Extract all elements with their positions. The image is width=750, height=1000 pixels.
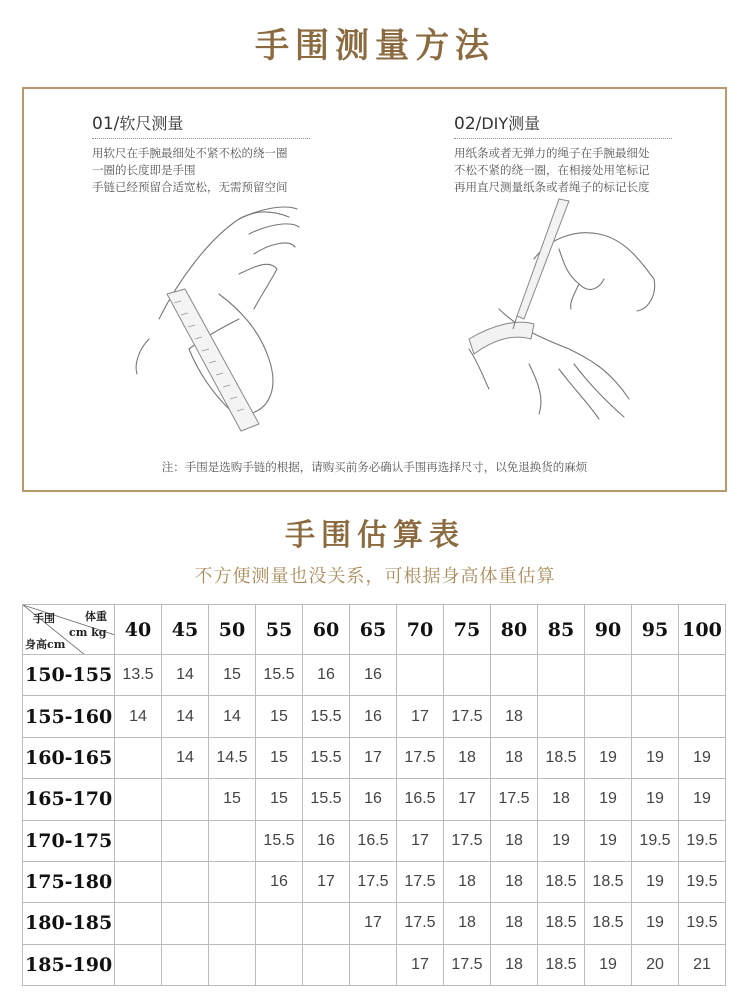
wrist-size-cell: 18 (444, 737, 491, 778)
wrist-size-cell: 17 (444, 779, 491, 820)
wrist-size-cell: 19 (632, 737, 679, 778)
wrist-size-cell (538, 696, 585, 737)
method-1-divider (92, 138, 310, 139)
wrist-size-cell (585, 696, 632, 737)
wrist-size-cell: 17.5 (444, 696, 491, 737)
method-1-name: 软尺测量 (119, 114, 184, 133)
method-2-line: 用纸条或者无弹力的绳子在手腕最细处 (454, 146, 650, 160)
weight-header: 70 (397, 605, 444, 655)
wrist-size-cell (162, 820, 209, 861)
wrist-size-cell: 15 (256, 737, 303, 778)
height-range-cell: 155-160 (23, 696, 115, 737)
wrist-size-cell (162, 779, 209, 820)
table-corner-cell (23, 605, 115, 655)
wrist-size-cell: 18 (444, 903, 491, 944)
method-1-number: 01/ (92, 114, 120, 134)
method-2-divider (454, 138, 672, 139)
wrist-size-cell: 19 (679, 737, 726, 778)
wrist-size-cell: 17 (303, 861, 350, 902)
wrist-size-cell (162, 861, 209, 902)
table-row (23, 944, 726, 985)
wrist-size-cell: 15.5 (303, 779, 350, 820)
method-1-heading (92, 111, 342, 134)
wrist-size-cell (115, 903, 162, 944)
wrist-size-cell: 17 (397, 820, 444, 861)
section-title-size-chart: 手围估算表 (285, 518, 465, 553)
height-range-cell: 170-175 (23, 820, 115, 861)
weight-header: 80 (491, 605, 538, 655)
wrist-size-cell: 15 (209, 655, 256, 696)
wrist-size-cell: 18.5 (585, 903, 632, 944)
wrist-size-cell: 17.5 (350, 861, 397, 902)
wrist-size-cell: 17 (397, 696, 444, 737)
wrist-size-cell: 17 (397, 944, 444, 985)
wrist-size-cell: 18.5 (585, 861, 632, 902)
wrist-size-cell: 21 (679, 944, 726, 985)
wrist-size-cell (209, 820, 256, 861)
wrist-size-cell: 19.5 (679, 820, 726, 861)
table-row (23, 655, 726, 696)
hand-pen-paper-illustration (439, 189, 679, 439)
wrist-size-cell (115, 944, 162, 985)
wrist-size-cell (632, 696, 679, 737)
weight-header: 75 (444, 605, 491, 655)
size-chart-subtitle: 不方便测量也没关系，可根据身高体重估算 (194, 566, 556, 587)
wrist-size-cell (444, 655, 491, 696)
wrist-size-cell: 18.5 (538, 903, 585, 944)
wrist-size-cell: 19 (632, 903, 679, 944)
weight-header: 95 (632, 605, 679, 655)
wrist-size-cell: 18.5 (538, 944, 585, 985)
wrist-size-cell: 16.5 (350, 820, 397, 861)
method-1-description (92, 145, 342, 196)
method-1-line: 一圈的长度即是手围 (92, 163, 196, 177)
method-1-line: 用软尺在手腕最细处不紧不松的绕一圈 (92, 146, 288, 160)
wrist-size-cell (303, 903, 350, 944)
wrist-size-cell: 14 (162, 655, 209, 696)
method-1-line: 手链已经预留合适宽松，无需预留空间 (92, 180, 288, 194)
table-row (23, 696, 726, 737)
wrist-size-cell: 16 (350, 779, 397, 820)
wrist-size-cell: 18 (491, 737, 538, 778)
wrist-size-cell: 19 (679, 779, 726, 820)
wrist-size-table (22, 604, 726, 986)
wrist-size-cell (115, 737, 162, 778)
weight-header: 90 (585, 605, 632, 655)
wrist-size-cell: 17.5 (444, 944, 491, 985)
wrist-size-cell: 18 (491, 903, 538, 944)
weight-header: 60 (303, 605, 350, 655)
method-soft-ruler (92, 111, 342, 196)
weight-header: 45 (162, 605, 209, 655)
wrist-size-cell: 16 (350, 696, 397, 737)
wrist-size-cell (115, 820, 162, 861)
wrist-size-cell: 14.5 (209, 737, 256, 778)
wrist-size-cell: 18 (491, 861, 538, 902)
height-range-cell: 175-180 (23, 861, 115, 902)
height-range-cell: 185-190 (23, 944, 115, 985)
wrist-size-cell: 19.5 (632, 820, 679, 861)
wrist-size-cell: 18 (491, 944, 538, 985)
wrist-size-cell (350, 944, 397, 985)
table-row (23, 737, 726, 778)
wrist-size-cell (209, 861, 256, 902)
wrist-size-cell (115, 779, 162, 820)
wrist-size-cell: 17.5 (444, 820, 491, 861)
wrist-size-cell: 15 (209, 779, 256, 820)
wrist-size-cell: 18 (491, 820, 538, 861)
weight-header: 55 (256, 605, 303, 655)
wrist-size-cell (679, 655, 726, 696)
wrist-size-cell (303, 944, 350, 985)
height-range-cell: 165-170 (23, 779, 115, 820)
wrist-size-cell: 17 (350, 737, 397, 778)
wrist-size-cell: 19 (538, 820, 585, 861)
wrist-size-cell (679, 696, 726, 737)
wrist-size-cell: 19 (585, 944, 632, 985)
wrist-size-cell (538, 655, 585, 696)
wrist-size-cell: 16 (350, 655, 397, 696)
wrist-size-cell: 19.5 (679, 861, 726, 902)
wrist-size-cell: 17.5 (491, 779, 538, 820)
wrist-size-cell: 16.5 (397, 779, 444, 820)
wrist-size-cell: 16 (256, 861, 303, 902)
wrist-size-cell: 18.5 (538, 861, 585, 902)
wrist-size-cell: 19.5 (679, 903, 726, 944)
wrist-size-cell (209, 903, 256, 944)
wrist-size-cell: 15.5 (256, 655, 303, 696)
wrist-size-cell: 18 (491, 696, 538, 737)
wrist-size-cell (491, 655, 538, 696)
wrist-size-cell (632, 655, 679, 696)
wrist-size-cell: 19 (585, 779, 632, 820)
wrist-size-cell: 16 (303, 820, 350, 861)
table-header-row (23, 605, 726, 655)
wrist-size-cell: 20 (632, 944, 679, 985)
wrist-size-cell: 17.5 (397, 861, 444, 902)
wrist-size-cell: 15.5 (256, 820, 303, 861)
page-title-measure-method: 手围测量方法 (255, 26, 495, 66)
wrist-size-cell: 17.5 (397, 737, 444, 778)
weight-header: 50 (209, 605, 256, 655)
weight-header: 40 (115, 605, 162, 655)
wrist-size-cell: 18.5 (538, 737, 585, 778)
wrist-size-cell: 19 (632, 779, 679, 820)
measure-method-panel (22, 87, 727, 492)
corner-units-label: cm kg (69, 626, 107, 639)
method-2-line: 不松不紧的绕一圈，在相接处用笔标记 (454, 163, 650, 177)
wrist-size-cell (162, 944, 209, 985)
weight-header: 65 (350, 605, 397, 655)
wrist-size-cell: 14 (209, 696, 256, 737)
wrist-size-cell: 14 (162, 737, 209, 778)
wrist-size-cell: 19 (632, 861, 679, 902)
corner-height-label: 身高cm (25, 638, 66, 651)
wrist-size-cell: 16 (303, 655, 350, 696)
corner-wrist-label: 手围 (33, 612, 55, 625)
wrist-size-cell: 17.5 (397, 903, 444, 944)
wrist-size-cell: 15 (256, 779, 303, 820)
corner-weight-label: 体重 (85, 610, 107, 623)
measure-note: 注：手围是选购手链的根据，请购买前务必确认手围再选择尺寸，以免退换货的麻烦 (161, 460, 588, 474)
table-row (23, 820, 726, 861)
wrist-size-cell: 15.5 (303, 696, 350, 737)
wrist-size-cell: 19 (585, 820, 632, 861)
table-row (23, 903, 726, 944)
wrist-size-cell: 15.5 (303, 737, 350, 778)
wrist-size-cell (397, 655, 444, 696)
method-2-number: 02/ (454, 114, 482, 134)
table-row (23, 861, 726, 902)
wrist-size-cell: 18 (444, 861, 491, 902)
method-2-line: 再用直尺测量纸条或者绳子的标记长度 (454, 180, 650, 194)
weight-header: 85 (538, 605, 585, 655)
wrist-size-cell (256, 903, 303, 944)
height-range-cell: 150-155 (23, 655, 115, 696)
weight-header: 100 (679, 605, 726, 655)
wrist-size-cell (256, 944, 303, 985)
height-range-cell: 160-165 (23, 737, 115, 778)
wrist-size-cell: 18 (538, 779, 585, 820)
method-2-heading (454, 111, 714, 134)
wrist-size-cell (162, 903, 209, 944)
wrist-size-cell (115, 861, 162, 902)
method-diy (454, 111, 714, 196)
wrist-size-cell: 14 (115, 696, 162, 737)
wrist-size-cell: 14 (162, 696, 209, 737)
height-range-cell: 180-185 (23, 903, 115, 944)
table-body (23, 655, 726, 986)
hand-tape-measure-illustration (119, 199, 319, 439)
wrist-size-cell (585, 655, 632, 696)
table-row (23, 779, 726, 820)
method-2-name: DIY测量 (481, 114, 541, 133)
wrist-size-cell: 15 (256, 696, 303, 737)
wrist-size-cell (209, 944, 256, 985)
wrist-size-cell: 13.5 (115, 655, 162, 696)
wrist-size-cell: 17 (350, 903, 397, 944)
wrist-size-cell: 19 (585, 737, 632, 778)
